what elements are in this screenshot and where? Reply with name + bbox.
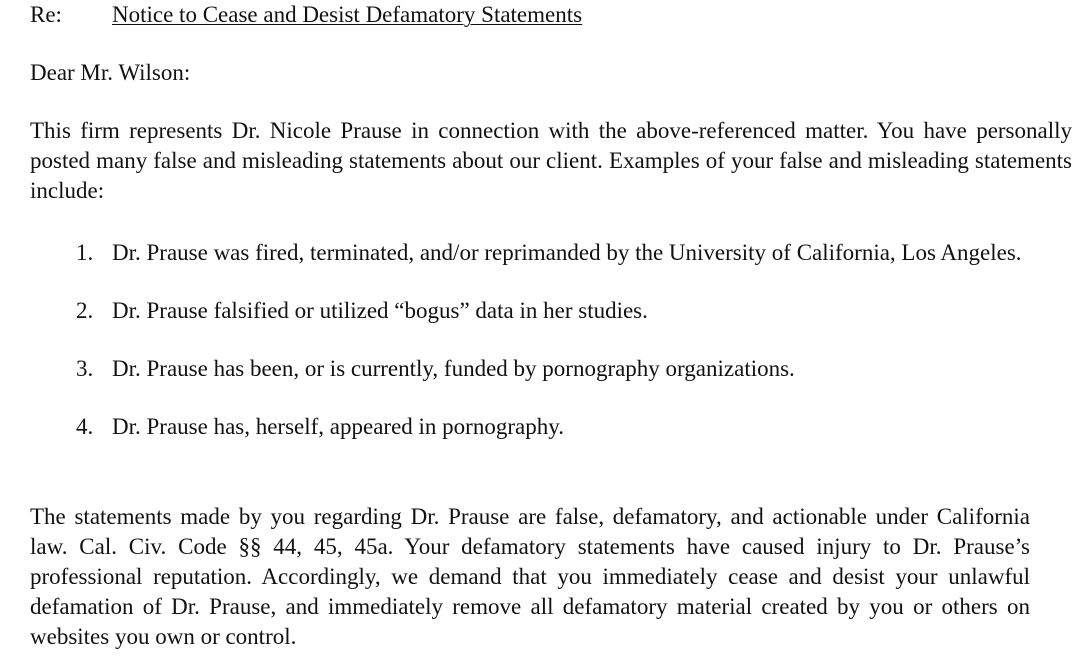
list-item-number: 2. xyxy=(76,298,94,323)
list-item-number: 1. xyxy=(76,240,94,265)
re-label: Re: xyxy=(30,2,62,27)
subject-line xyxy=(30,0,1070,30)
list-item xyxy=(30,412,1072,442)
list-item xyxy=(30,354,1072,384)
list-item-number: 4. xyxy=(76,414,94,439)
list-item-text: Dr. Prause falsified or utilized “bogus” data in her studies. xyxy=(112,298,648,323)
subject-title: Notice to Cease and Desist Defamatory Statements xyxy=(112,2,583,27)
list-item xyxy=(30,238,1072,268)
intro-paragraph: This firm represents Dr. Nicole Prause in connection with the above-referenced matter. You have personally posted many false and misleading statements about our client. Examples of your false and misleading statements include: xyxy=(30,118,1072,203)
list-item-number: 3. xyxy=(76,356,94,381)
list-item-text: Dr. Prause has been, or is currently, funded by pornography organizations. xyxy=(112,356,795,381)
statements-list xyxy=(30,238,1072,442)
list-item-text: Dr. Prause has, herself, appeared in pornography. xyxy=(112,414,564,439)
list-item xyxy=(30,296,1072,326)
conclusion-paragraph: The statements made by you regarding Dr. Prause are false, defamatory, and actionable under California law. Cal. Civ. Code §§ 44, 45, 45a. Your defamatory statements have caused injury to Dr. Prause’s professional reputation. Accordingly, we demand that you immediately cease and desist your unlawful defamation of Dr. Prause, and immediately remove all defamatory material created by you or others on websites you own or control. xyxy=(30,504,1030,649)
list-item-text: Dr. Prause was fired, terminated, and/or reprimanded by the University of California, Los Angeles. xyxy=(112,240,1022,265)
salutation: Dear Mr. Wilson: xyxy=(30,60,191,85)
